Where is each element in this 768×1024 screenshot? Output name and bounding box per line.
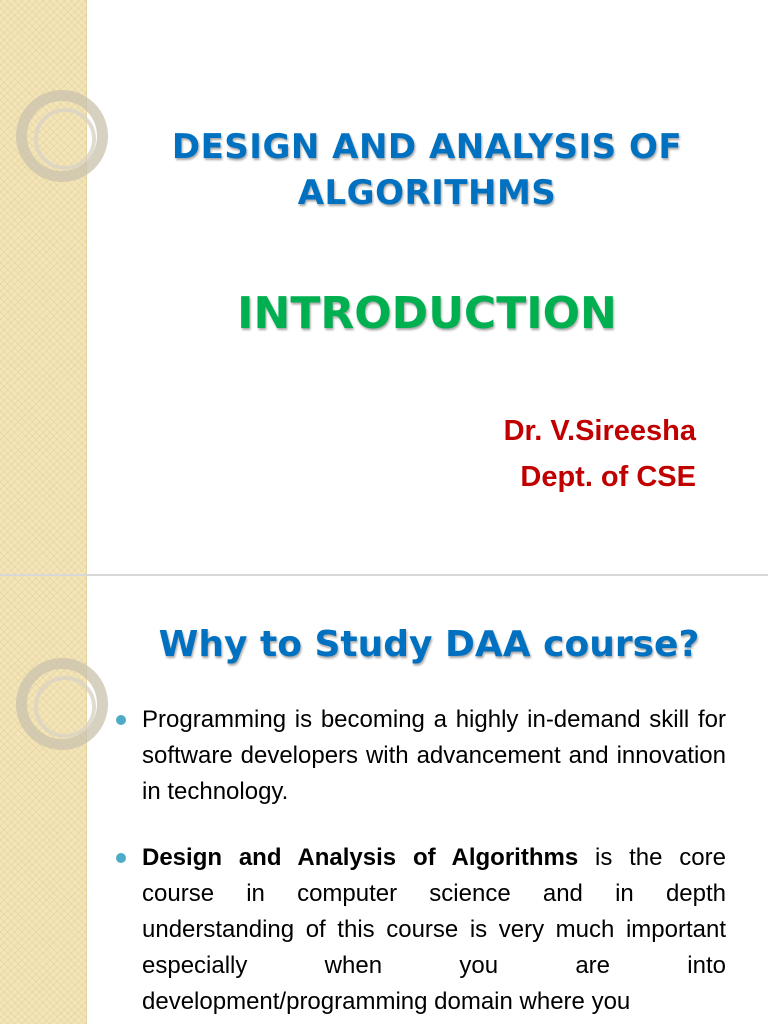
bullet-bold-text: Design and Analysis of Algorithms <box>142 844 579 871</box>
author-department: Dept. of CSE <box>520 461 696 493</box>
decorative-side-strip <box>0 576 87 1024</box>
bullet-text: Programming is becoming a highly in-demand skill for software developers with advancement and innovation in technology. <box>142 706 726 805</box>
bullet-text: is the core course in computer science and in depth understanding of this course is very much important especially when you are into development/programming domain where you <box>142 844 726 1015</box>
author-block <box>504 408 696 500</box>
decorative-side-strip <box>0 0 87 574</box>
list-item <box>116 840 726 1020</box>
title-line-2: ALGORITHMS <box>297 173 557 213</box>
bullet-list <box>116 702 726 1024</box>
decorative-ring-inner-icon <box>34 676 96 738</box>
author-name: Dr. V.Sireesha <box>503 415 696 447</box>
decorative-ring-inner-icon <box>34 108 96 170</box>
slide-why-study <box>0 576 768 1024</box>
title-line-1: DESIGN AND ANALYSIS OF <box>171 127 683 167</box>
slide-title-heading <box>112 124 742 216</box>
list-item <box>116 702 726 810</box>
bullet-dot-icon <box>116 853 126 863</box>
slide-heading: Why to Study DAA course? <box>158 624 700 665</box>
slide-subtitle: INTRODUCTION <box>237 288 617 339</box>
bullet-dot-icon <box>116 715 126 725</box>
